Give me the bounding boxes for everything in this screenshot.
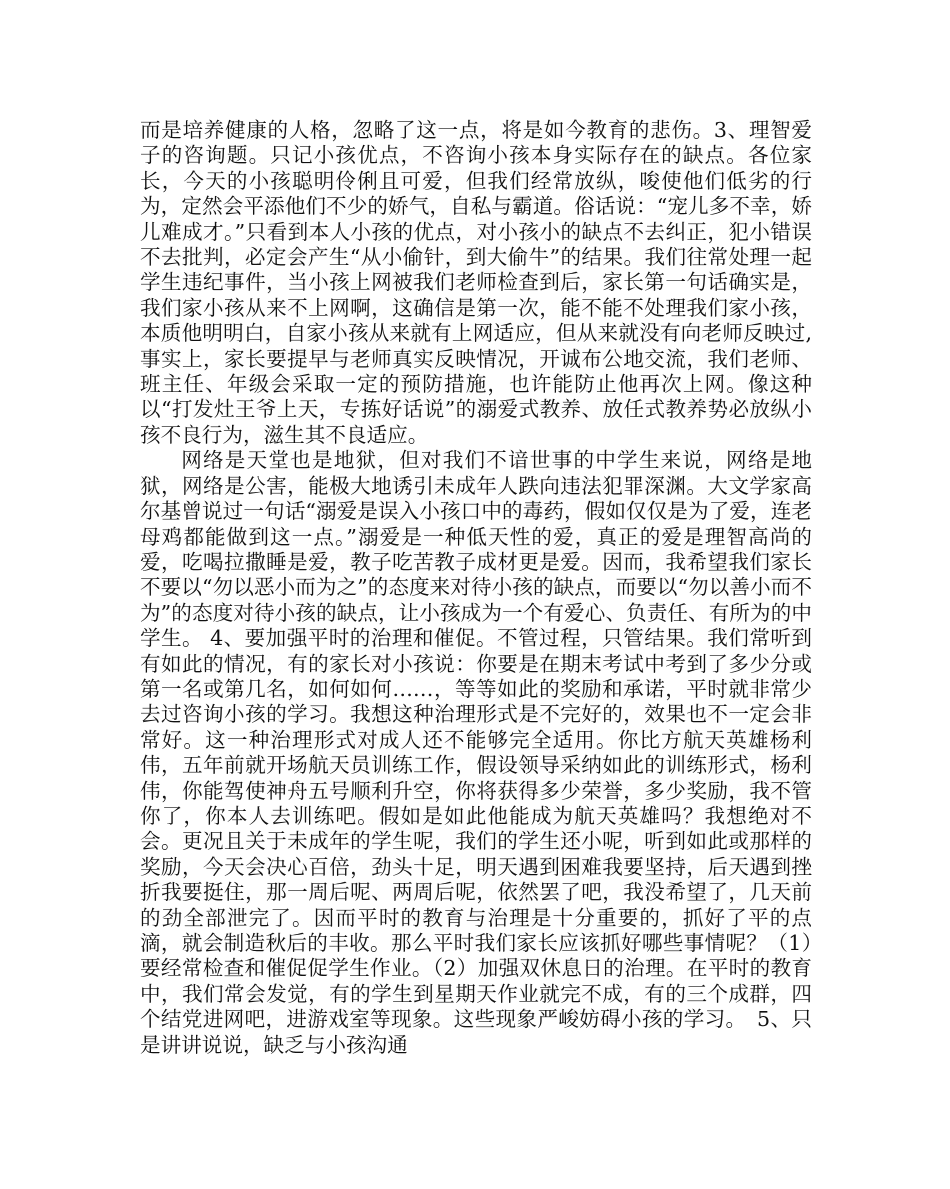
document-page xyxy=(140,118,812,1058)
paragraph-2: 网络是天堂也是地狱，但对我们不谙世事的中学生来说，网络是地狱，网络是公害，能极大地诱引未成年人跌向违法犯罪深渊。大文学家高尔基曾说过一句话“溺爱是误入小孩口中的毒药，假如仅仅是为了爱，连老母鸡都能做到这一点。”溺爱是一种低天性的爱，真正的爱是理智高尚的爱，吃喝拉撒睡是爱，教子吃苦教子成材更是爱。因而，我希望我们家长不要以“勿以恶小而为之”的态度来对待小孩的缺点，而要以“勿以善小而不为”的态度对待小孩的缺点，让小孩成为一个有爱心、负责任、有所为的中学生。 4、要加强平时的治理和催促。不管过程，只管结果。我们常听到有如此的情况，有的家长对小孩说：你要是在期末考试中考到了多少分或第一名或第几名，如何如何……，等等如此的奖励和承诺，平时就非常少去过咨询小孩的学习。我想这种治理形式是不完好的，效果也不一定会非常好。这一种治理形式对成人还不能够完全适用。你比方航天英雄杨利伟，五年前就开场航天员训练工作，假设领导采纳如此的训练形式，杨利伟，你能驾使神舟五号顺利升空，你将获得多少荣誉，多少奖励，我不管你了，你本人去训练吧。假如是如此他能成为航天英雄吗？我想绝对不会。更况且关于未成年的学生呢，我们的学生还小呢，听到如此或那样的奖励，今天会决心百倍，劲头十足，明天遇到困难我要坚持，后天遇到挫折我要挺住，那一周后呢、两周后呢，依然罢了吧，我没希望了，几天前的劲全部泄完了。因而平时的教育与治理是十分重要的，抓好了平的点滴，就会制造秋后的丰收。那么平时我们家长应该抓好哪些事情呢？（1）要经常检查和催促促学生作业。（2）加强双休息日的治理。在平时的教育中，我们常会发觉，有的学生到星期天作业就完不成，有的三个成群，四个结党进网吧，进游戏室等现象。这些现象严峻妨碍小孩的学习。 5、只是讲讲说说，缺乏与小孩沟通 xyxy=(140,448,812,1057)
paragraph-1: 而是培养健康的人格，忽略了这一点，将是如今教育的悲伤。3、理智爱子的咨询题。只记小孩优点，不咨询小孩本身实际存在的缺点。各位家长，今天的小孩聪明伶俐且可爱，但我们经常放纵，唆使他们低劣的行为，定然会平添他们不少的娇气，自私与霸道。俗话说：“宠儿多不幸，娇儿难成才。”只看到本人小孩的优点，对小孩小的缺点不去纠正，犯小错误不去批判，必定会产生“从小偷针，到大偷牛”的结果。我们往常处理一起学生违纪事件，当小孩上网被我们老师检查到后，家长第一句话确实是，我们家小孩从来不上网啊，这确信是第一次，能不能不处理我们家小孩，本质他明明白，自家小孩从来就有上网适应，但从来就没有向老师反映过,事实上，家长要提早与老师真实反映情况，开诚布公地交流，我们老师、班主任、年级会采取一定的预防措施，也许能防止他再次上网。像这种以“打发灶王爷上天，专拣好话说”的溺爱式教养、放任式教养势必放纵小孩不良行为，滋生其不良适应。 xyxy=(140,118,812,447)
